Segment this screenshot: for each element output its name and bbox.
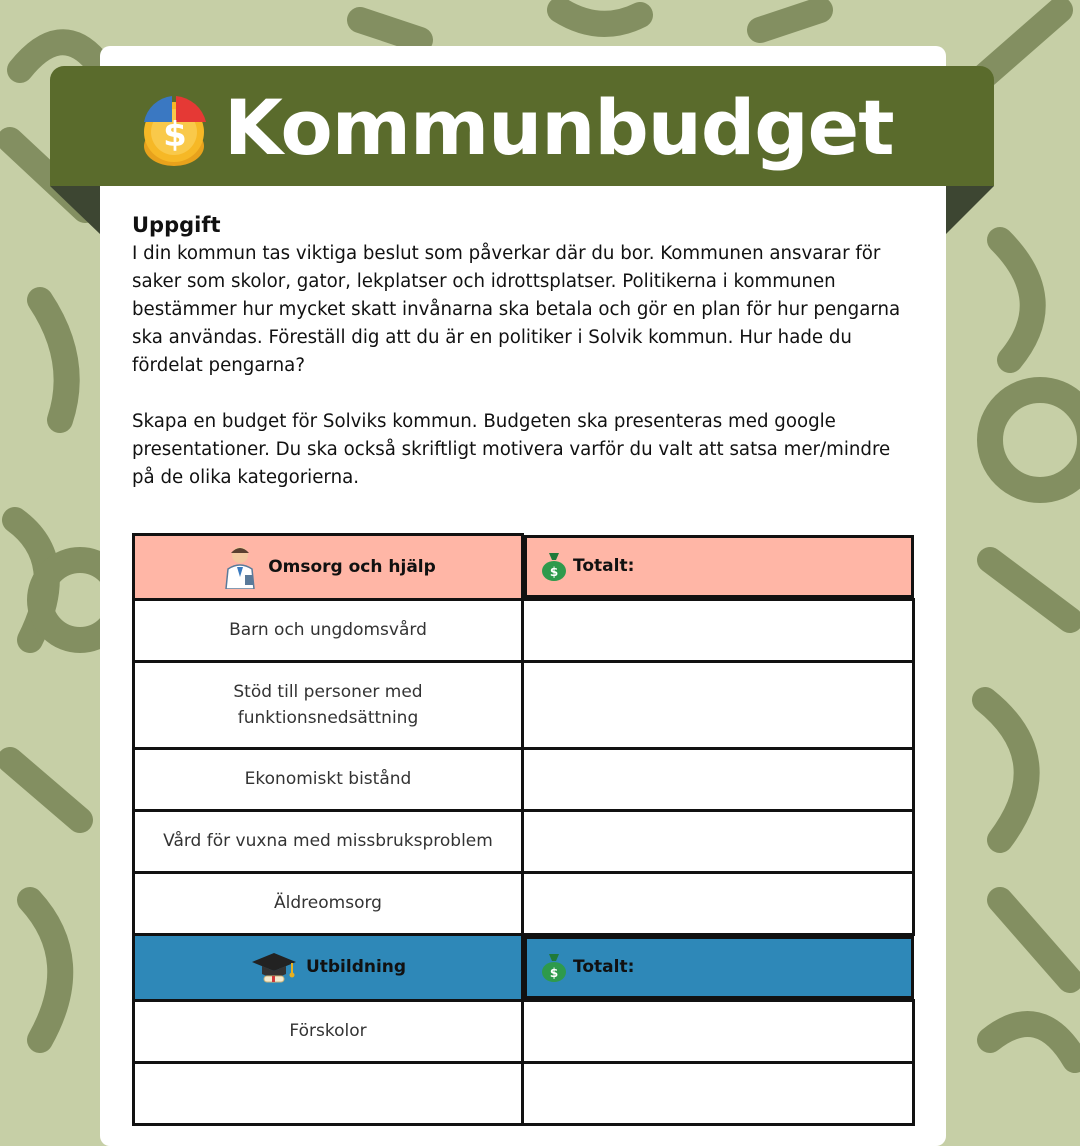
table-row (134, 1000, 914, 1062)
coin-dollar-pie-chart-icon (142, 92, 208, 168)
budget-table (132, 533, 915, 1126)
budget-amount-cell[interactable] (523, 748, 914, 810)
svg-text:$: $ (163, 115, 187, 155)
category-label: Utbildning (305, 957, 407, 977)
money-bag-icon (541, 952, 567, 982)
table-row (134, 748, 914, 810)
budget-amount-cell[interactable] (523, 872, 914, 934)
budget-item-label: Ekonomiskt bistånd (134, 748, 523, 810)
table-row (134, 1062, 914, 1124)
table-row (134, 599, 914, 661)
table-row (134, 810, 914, 872)
page-title: Kommunbudget (224, 83, 894, 172)
category-label: Omsorg och hjälp (268, 556, 436, 577)
category-header-row (134, 535, 914, 600)
total-cell (524, 936, 914, 999)
budget-item-label (134, 1062, 523, 1124)
budget-amount-cell[interactable] (523, 661, 914, 748)
table-row (134, 661, 914, 748)
svg-text:$: $ (549, 966, 559, 980)
budget-item-label: Stöd till personer med funktionsnedsättning (134, 661, 523, 748)
budget-amount-cell[interactable] (523, 1000, 914, 1062)
task-section (132, 210, 902, 492)
task-paragraph-1: I din kommun tas viktiga beslut som påverkar där du bor. Kommunen ansvarar för saker som skolor, gator, lekplatser och idrottsplatser. Politikerna i kommunen bestämmer hur mycket skatt invånarna ska betala och gör en plan för hur pengarna ska användas. Föreställ dig att du är en politiker i Solvik kommun. Hur hade du fördelat pengarna? (132, 243, 901, 376)
money-bag-icon (541, 551, 567, 581)
category-cell (134, 535, 523, 600)
total-cell (524, 535, 914, 598)
title-banner (50, 66, 994, 186)
banner-fold-left (50, 186, 100, 234)
category-header-row (134, 934, 914, 1000)
budget-item-label: Äldreomsorg (134, 872, 523, 934)
budget-amount-cell[interactable] (523, 1062, 914, 1124)
budget-item-label: Vård för vuxna med missbruksproblem (134, 810, 523, 872)
budget-item-label: Förskolor (134, 1000, 523, 1062)
task-heading: Uppgift (132, 213, 221, 237)
category-cell (134, 934, 523, 1000)
budget-amount-cell[interactable] (523, 599, 914, 661)
graduation-cap-icon (250, 950, 298, 984)
svg-text:$: $ (549, 565, 559, 579)
total-label: Totalt: (573, 957, 635, 977)
budget-item-label: Barn och ungdomsvård (134, 599, 523, 661)
total-label: Totalt: (573, 556, 635, 576)
banner-fold-right (946, 186, 994, 234)
doctor-icon (220, 545, 260, 589)
task-paragraph-2: Skapa en budget för Solviks kommun. Budgeten ska presenteras med google presentationer. Du ska också skriftligt motivera varför du valt att satsa mer/mindre på de olika kategorierna. (132, 411, 891, 488)
budget-amount-cell[interactable] (523, 810, 914, 872)
table-row (134, 872, 914, 934)
